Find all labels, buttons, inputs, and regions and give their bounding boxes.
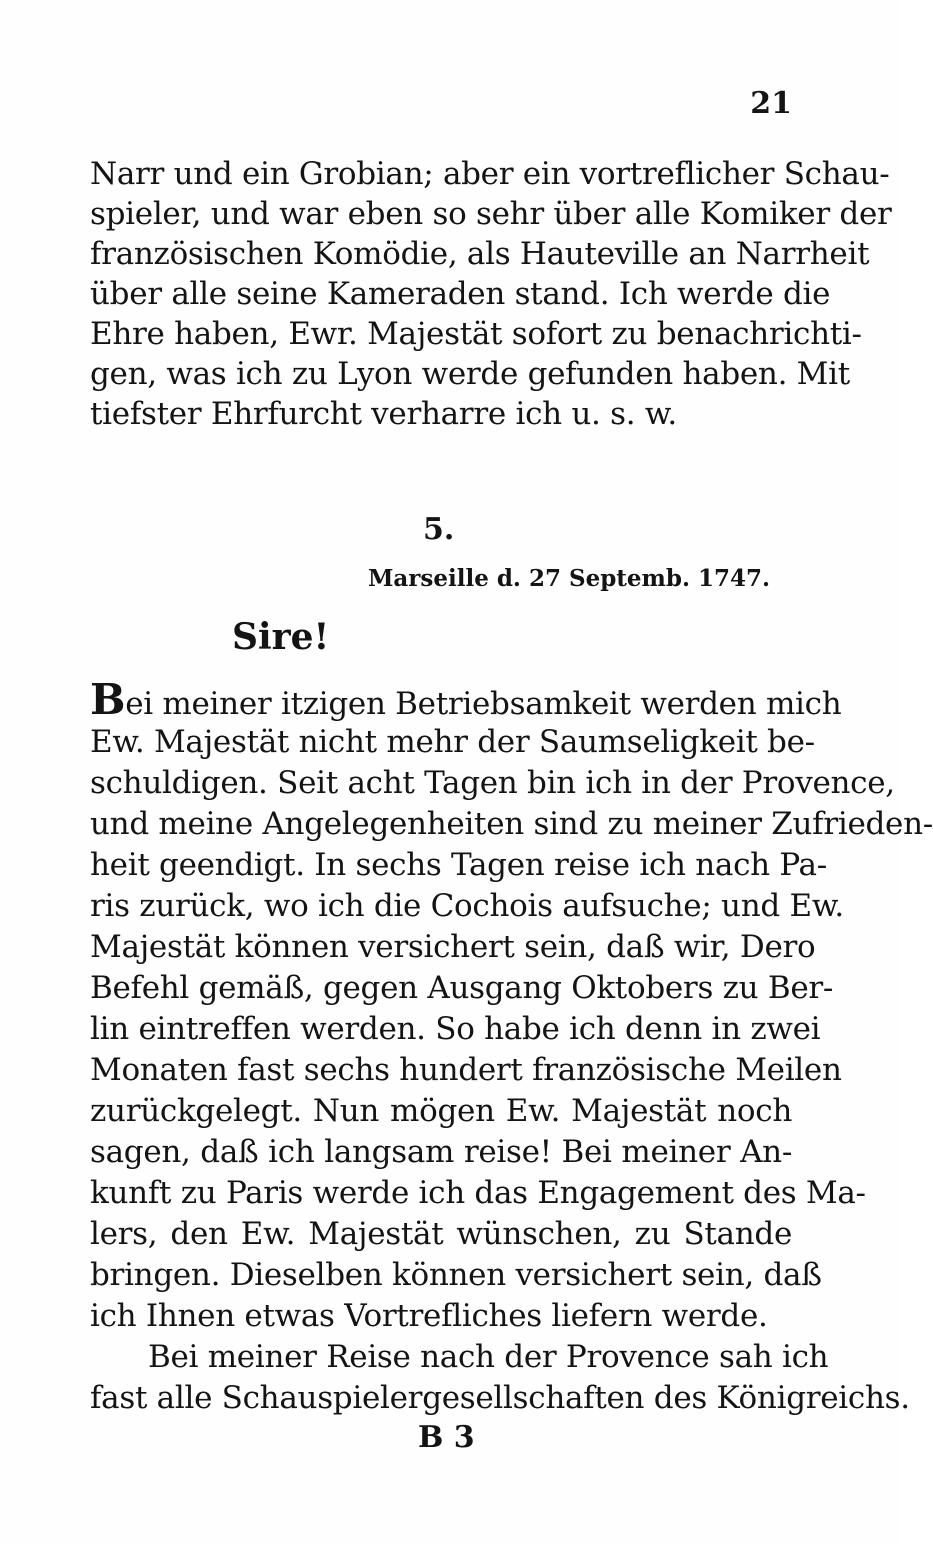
text-line: heit geendigt. In sechs Tagen reise ich nach Pa- — [90, 847, 827, 883]
letter-number: 5. — [423, 512, 455, 547]
text-line: spieler, und war eben so sehr über alle Komiker der — [90, 196, 892, 232]
first-line — [90, 675, 842, 724]
signature-mark: B 3 — [418, 1420, 475, 1455]
text-line: Ew. Majestät nicht mehr der Saumseligkeit be- — [90, 724, 815, 760]
text-line: französischen Komödie, als Hauteville an Narrheit — [90, 236, 870, 272]
text-line: Befehl gemäß, gegen Ausgang Oktobers zu Ber- — [90, 970, 834, 1006]
page-number: 21 — [750, 86, 792, 121]
text-line: fast alle Schauspielergesellschaften des Königreichs. — [90, 1380, 910, 1416]
drop-cap: B — [90, 675, 126, 724]
text-line: Monaten fast sechs hundert französische Meilen — [90, 1052, 842, 1088]
text-line: lin eintreffen werden. So habe ich denn in zwei — [90, 1011, 821, 1047]
text-line: Ehre haben, Ewr. Majestät sofort zu benachrichti- — [90, 316, 862, 352]
text-line: zurückgelegt. Nun mögen Ew. Majestät noch — [90, 1093, 792, 1129]
text-line: sagen, daß ich langsam reise! Bei meiner An- — [90, 1134, 792, 1170]
text-line: gen, was ich zu Lyon werde gefunden haben. Mit — [90, 356, 850, 392]
salutation: Sire! — [232, 616, 330, 658]
text-line: lers, den Ew. Majestät wünschen, zu Stande — [90, 1216, 792, 1252]
text-line: Bei meiner Reise nach der Provence sah ich — [148, 1339, 829, 1375]
text-line: schuldigen. Seit acht Tagen bin ich in der Provence, — [90, 765, 895, 801]
text-line: tiefster Ehrfurcht verharre ich u. s. w. — [90, 396, 677, 432]
text-line: Narr und ein Grobian; aber ein vortreflicher Schau- — [90, 156, 890, 192]
text-line: kunft zu Paris werde ich das Engagement des Ma- — [90, 1175, 866, 1211]
text-line: bringen. Dieselben können versichert sein, daß — [90, 1257, 822, 1293]
text-line: ich Ihnen etwas Vortrefliches liefern werde. — [90, 1298, 768, 1334]
text-line: ris zurück, wo ich die Cochois aufsuche; und Ew. — [90, 888, 844, 924]
text-line: Majestät können versichert sein, daß wir, Dero — [90, 929, 816, 965]
first-line-text: ei meiner itzigen Betriebsamkeit werden mich — [125, 686, 842, 722]
text-line: und meine Angelegenheiten sind zu meiner Zufrieden- — [90, 806, 933, 842]
dateline: Marseille d. 27 Septemb. 1747. — [367, 565, 770, 592]
text-line: über alle seine Kameraden stand. Ich werde die — [90, 276, 831, 312]
